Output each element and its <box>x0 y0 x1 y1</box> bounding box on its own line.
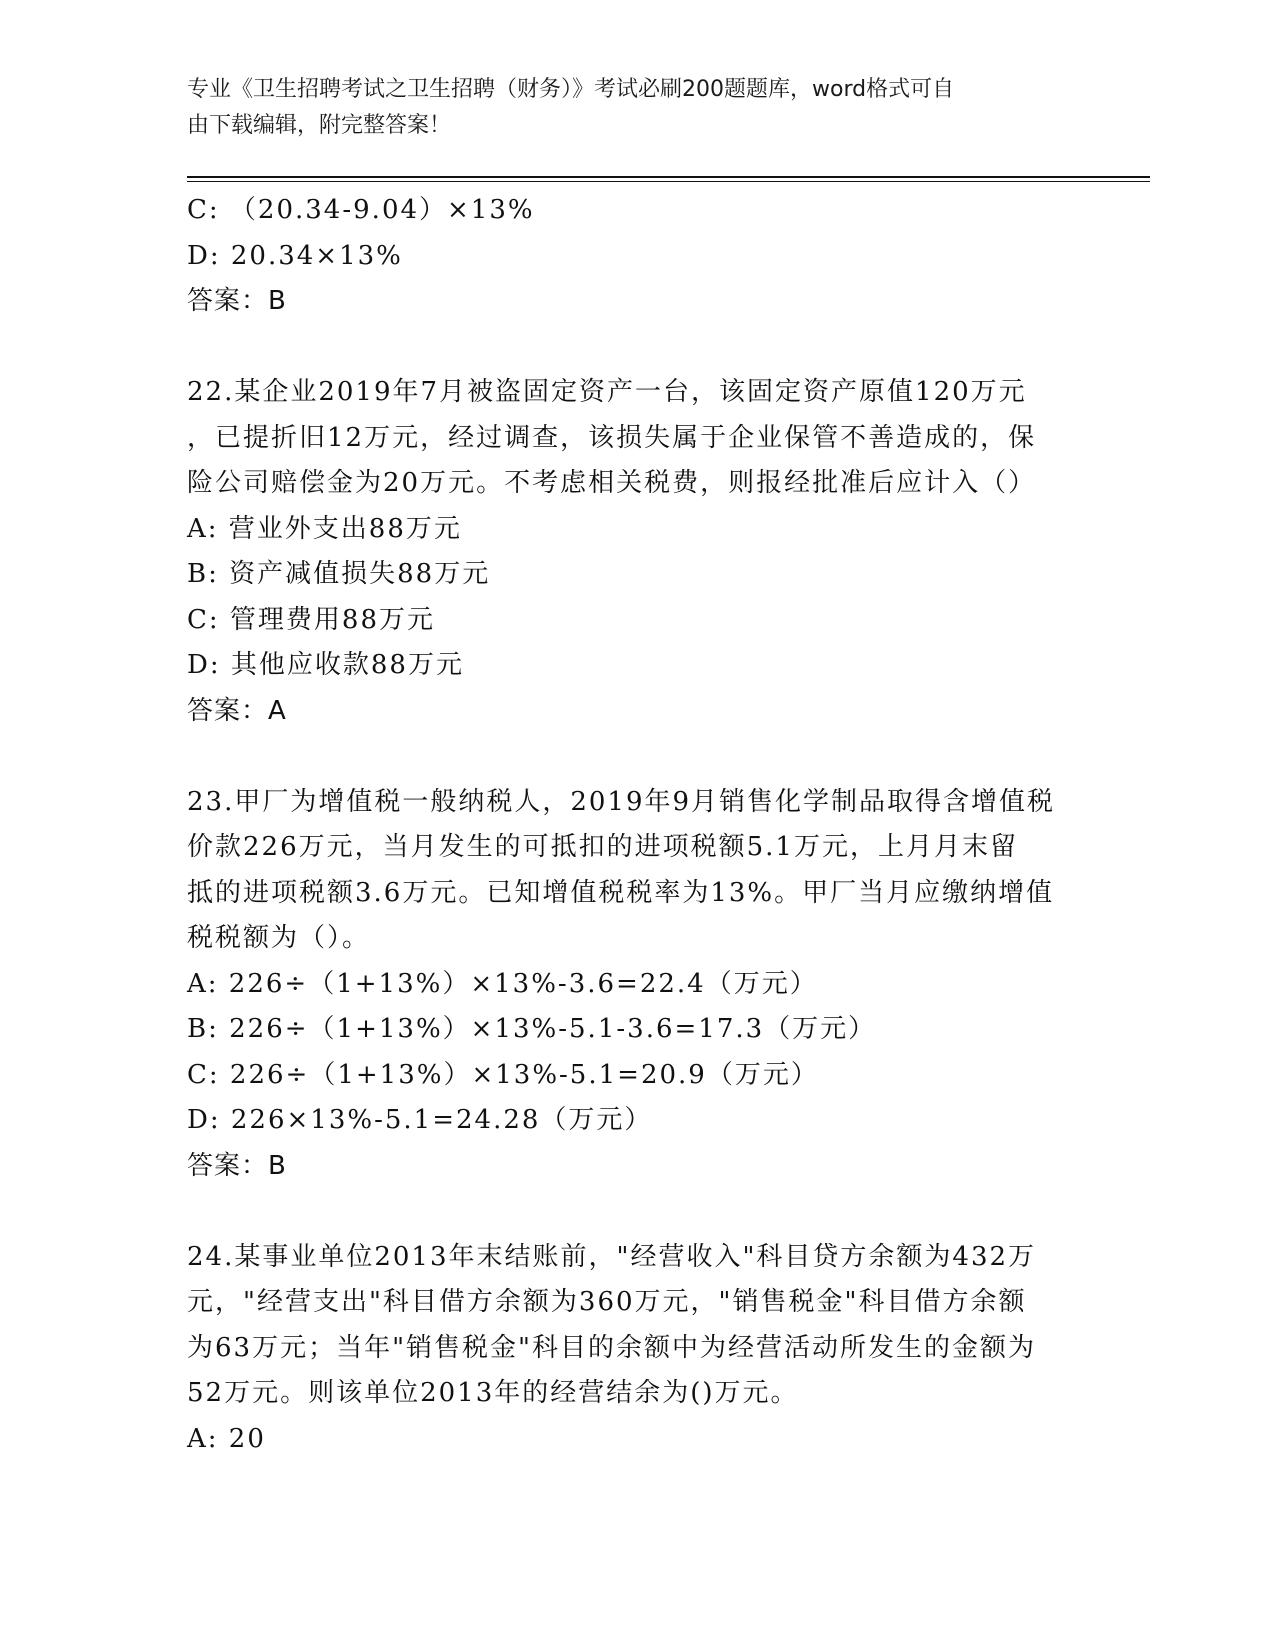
header-divider-thin <box>187 181 1150 182</box>
question-stem: 24.某事业单位2013年末结账前，"经营收入"科目贷方余额为432万 <box>187 1241 1037 1272</box>
question-stem: 元，"经营支出"科目借方余额为360万元，"销售税金"科目借方余额 <box>187 1287 1027 1317</box>
option-a: A: 226÷（1+13%）×13%-3.6=22.4（万元） <box>187 968 818 999</box>
spacer <box>187 1189 1087 1235</box>
spacer <box>187 325 1087 371</box>
option-d: D: 20.34×13% <box>187 240 403 271</box>
question-stem: 为63万元；当年"销售税金"科目的余额中为经营活动所发生的金额为 <box>187 1332 1037 1363</box>
option-c: C: 管理费用88万元 <box>187 604 436 635</box>
question-stem: 22.某企业2019年7月被盗固定资产一台，该固定资产原值120万元 <box>187 377 1027 407</box>
option-b: B: 资产减值损失88万元 <box>187 559 491 589</box>
header-divider-thick <box>187 176 1150 178</box>
answer-line: 答案：B <box>187 1150 287 1181</box>
option-c: C: （20.34-9.04）×13% <box>187 195 535 225</box>
document-body <box>187 188 1087 1462</box>
option-b: B: 226÷（1+13%）×13%-5.1-3.6=17.3（万元） <box>187 1014 877 1044</box>
header-line-2: 由下载编辑，附完整答案！ <box>187 113 452 138</box>
question-21-tail <box>187 188 1087 325</box>
answer-line: 答案：B <box>187 286 287 316</box>
question-stem: 52万元。则该单位2013年的经营结余为()万元。 <box>187 1378 799 1408</box>
question-24 <box>187 1235 1087 1463</box>
question-stem: 23.甲厂为增值税一般纳税人，2019年9月销售化学制品取得含增值税 <box>187 786 1056 817</box>
option-c: C: 226÷（1+13%）×13%-5.1=20.9（万元） <box>187 1059 819 1090</box>
question-stem: 税税额为（）。 <box>187 923 371 953</box>
question-stem: 抵的进项税额3.6万元。已知增值税税率为13%。甲厂当月应缴纳增值 <box>187 877 1055 908</box>
option-a: A: 营业外支出88万元 <box>187 513 462 544</box>
question-22 <box>187 370 1087 734</box>
document-header <box>187 72 1087 144</box>
question-stem: ，已提折旧12万元，经过调查，该损失属于企业保管不善造成的，保 <box>187 422 1037 453</box>
option-a: A: 20 <box>187 1423 266 1454</box>
header-line-1: 专业《卫生招聘考试之卫生招聘（财务）》考试必刷200题题库，word格式可自 <box>187 77 955 102</box>
question-23 <box>187 780 1087 1190</box>
question-stem: 价款226万元，当月发生的可抵扣的进项税额5.1万元，上月月末留 <box>187 832 1018 862</box>
option-d: D: 226×13%-5.1=24.28（万元） <box>187 1105 653 1135</box>
answer-line: 答案：A <box>187 695 287 726</box>
spacer <box>187 734 1087 780</box>
question-stem: 险公司赔偿金为20万元。不考虑相关税费，则报经批准后应计入（） <box>187 468 1037 498</box>
option-d: D: 其他应收款88万元 <box>187 650 464 680</box>
